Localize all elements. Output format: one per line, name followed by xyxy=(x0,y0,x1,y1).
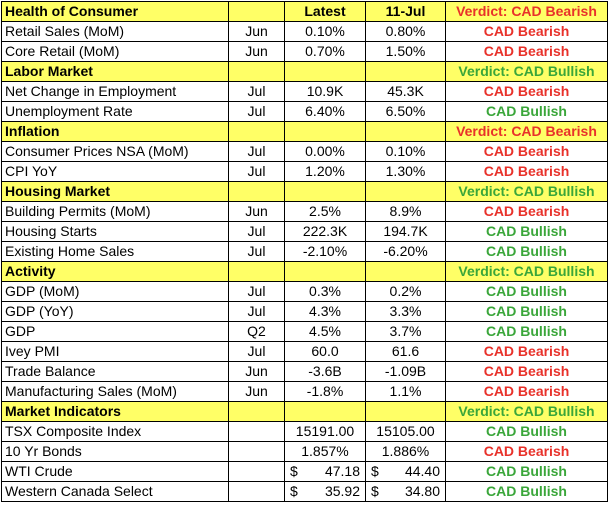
indicator-name: Trade Balance xyxy=(2,362,229,382)
signal-label: CAD Bullish xyxy=(446,322,608,342)
previous-value: 0.80% xyxy=(366,22,446,42)
column-header-previous xyxy=(366,122,446,142)
table-row xyxy=(2,22,608,42)
section-verdict: Verdict: CAD Bullish xyxy=(446,262,608,282)
previous-value: -6.20% xyxy=(366,242,446,262)
section-title: Market Indicators xyxy=(2,402,229,422)
table-row xyxy=(2,362,608,382)
indicator-period xyxy=(229,482,285,502)
section-header xyxy=(2,62,608,82)
signal-label: CAD Bearish xyxy=(446,82,608,102)
currency-symbol: $ xyxy=(290,463,298,479)
table-row xyxy=(2,382,608,402)
section-header xyxy=(2,182,608,202)
column-header-previous xyxy=(366,62,446,82)
latest-value: 1.20% xyxy=(285,162,366,182)
latest-value: 15191.00 xyxy=(285,422,366,442)
signal-label: CAD Bullish xyxy=(446,422,608,442)
indicator-period: Jul xyxy=(229,282,285,302)
previous-value: 1.30% xyxy=(366,162,446,182)
previous-value xyxy=(366,482,446,502)
signal-label: CAD Bullish xyxy=(446,102,608,122)
indicator-name: Core Retail (MoM) xyxy=(2,42,229,62)
indicator-period: Jul xyxy=(229,102,285,122)
indicator-name: TSX Composite Index xyxy=(2,422,229,442)
column-header-previous xyxy=(366,262,446,282)
previous-value: 0.10% xyxy=(366,142,446,162)
section-title: Activity xyxy=(2,262,229,282)
indicator-name: Unemployment Rate xyxy=(2,102,229,122)
header-blank xyxy=(229,122,285,142)
indicator-name: Western Canada Select xyxy=(2,482,229,502)
indicator-name: Net Change in Employment xyxy=(2,82,229,102)
section-verdict: Verdict: CAD Bearish xyxy=(446,2,608,22)
signal-label: CAD Bearish xyxy=(446,342,608,362)
latest-value: -3.6B xyxy=(285,362,366,382)
previous-value: 3.3% xyxy=(366,302,446,322)
table-row xyxy=(2,142,608,162)
signal-label: CAD Bearish xyxy=(446,22,608,42)
indicator-name: Building Permits (MoM) xyxy=(2,202,229,222)
table-row xyxy=(2,102,608,122)
currency-symbol: $ xyxy=(371,483,379,499)
table-row xyxy=(2,242,608,262)
column-header-latest: Latest xyxy=(285,2,366,22)
latest-value: 222.3K xyxy=(285,222,366,242)
previous-value: 15105.00 xyxy=(366,422,446,442)
latest-value: -1.8% xyxy=(285,382,366,402)
section-verdict: Verdict: CAD Bullish xyxy=(446,402,608,422)
indicator-name: Consumer Prices NSA (MoM) xyxy=(2,142,229,162)
indicator-period: Q2 xyxy=(229,322,285,342)
section-title: Labor Market xyxy=(2,62,229,82)
indicator-name: 10 Yr Bonds xyxy=(2,442,229,462)
signal-label: CAD Bearish xyxy=(446,42,608,62)
indicator-period: Jun xyxy=(229,42,285,62)
value: 35.92 xyxy=(324,483,360,499)
signal-label: CAD Bearish xyxy=(446,162,608,182)
section-header xyxy=(2,402,608,422)
table-row xyxy=(2,82,608,102)
indicator-name: WTI Crude xyxy=(2,462,229,482)
currency-symbol: $ xyxy=(371,463,379,479)
latest-value: 2.5% xyxy=(285,202,366,222)
previous-value: 1.886% xyxy=(366,442,446,462)
value: 47.18 xyxy=(324,463,360,479)
column-header-latest xyxy=(285,182,366,202)
column-header-latest xyxy=(285,402,366,422)
indicator-period: Jul xyxy=(229,302,285,322)
currency-symbol: $ xyxy=(290,483,298,499)
table-row xyxy=(2,202,608,222)
signal-label: CAD Bearish xyxy=(446,362,608,382)
section-title: Housing Market xyxy=(2,182,229,202)
column-header-previous: 11-Jul xyxy=(366,2,446,22)
previous-value: 61.6 xyxy=(366,342,446,362)
indicator-name: CPI YoY xyxy=(2,162,229,182)
indicator-period xyxy=(229,442,285,462)
indicator-name: Ivey PMI xyxy=(2,342,229,362)
indicator-period: Jul xyxy=(229,242,285,262)
indicator-name: GDP xyxy=(2,322,229,342)
latest-value: 1.857% xyxy=(285,442,366,462)
header-blank xyxy=(229,262,285,282)
cad-indicator-table xyxy=(1,1,608,502)
latest-value: 4.3% xyxy=(285,302,366,322)
table-row xyxy=(2,302,608,322)
table-row xyxy=(2,482,608,502)
table-row xyxy=(2,282,608,302)
header-blank xyxy=(229,2,285,22)
previous-value: 194.7K xyxy=(366,222,446,242)
signal-label: CAD Bearish xyxy=(446,382,608,402)
indicator-period xyxy=(229,462,285,482)
value: 34.80 xyxy=(404,483,440,499)
column-header-latest xyxy=(285,262,366,282)
latest-value: 0.3% xyxy=(285,282,366,302)
latest-value: 10.9K xyxy=(285,82,366,102)
table-row xyxy=(2,462,608,482)
latest-value: 6.40% xyxy=(285,102,366,122)
indicator-name: Housing Starts xyxy=(2,222,229,242)
header-blank xyxy=(229,402,285,422)
indicator-period: Jul xyxy=(229,142,285,162)
table-row xyxy=(2,342,608,362)
indicator-name: GDP (MoM) xyxy=(2,282,229,302)
latest-value: 4.5% xyxy=(285,322,366,342)
indicator-period: Jul xyxy=(229,222,285,242)
indicator-name: Existing Home Sales xyxy=(2,242,229,262)
table-body xyxy=(2,2,608,502)
previous-value: 45.3K xyxy=(366,82,446,102)
indicator-name: Retail Sales (MoM) xyxy=(2,22,229,42)
signal-label: CAD Bearish xyxy=(446,442,608,462)
table-row xyxy=(2,222,608,242)
latest-value: 0.70% xyxy=(285,42,366,62)
value: 44.40 xyxy=(404,463,440,479)
header-blank xyxy=(229,62,285,82)
header-blank xyxy=(229,182,285,202)
section-verdict: Verdict: CAD Bullish xyxy=(446,62,608,82)
column-header-previous xyxy=(366,402,446,422)
latest-value: 0.10% xyxy=(285,22,366,42)
signal-label: CAD Bullish xyxy=(446,482,608,502)
signal-label: CAD Bullish xyxy=(446,462,608,482)
previous-value: 1.50% xyxy=(366,42,446,62)
column-header-previous xyxy=(366,182,446,202)
table-row xyxy=(2,442,608,462)
latest-value xyxy=(285,462,366,482)
section-title: Health of Consumer xyxy=(2,2,229,22)
indicator-name: Manufacturing Sales (MoM) xyxy=(2,382,229,402)
table-row xyxy=(2,42,608,62)
indicator-period: Jun xyxy=(229,382,285,402)
previous-value: -1.09B xyxy=(366,362,446,382)
latest-value: 60.0 xyxy=(285,342,366,362)
latest-value: -2.10% xyxy=(285,242,366,262)
indicator-name: GDP (YoY) xyxy=(2,302,229,322)
signal-label: CAD Bullish xyxy=(446,242,608,262)
column-header-latest xyxy=(285,62,366,82)
latest-value: 0.00% xyxy=(285,142,366,162)
section-title: Inflation xyxy=(2,122,229,142)
indicator-period: Jul xyxy=(229,82,285,102)
signal-label: CAD Bullish xyxy=(446,302,608,322)
previous-value: 6.50% xyxy=(366,102,446,122)
section-header xyxy=(2,2,608,22)
previous-value: 1.1% xyxy=(366,382,446,402)
signal-label: CAD Bearish xyxy=(446,202,608,222)
previous-value: 8.9% xyxy=(366,202,446,222)
previous-value: 0.2% xyxy=(366,282,446,302)
column-header-latest xyxy=(285,122,366,142)
table-row xyxy=(2,322,608,342)
section-header xyxy=(2,122,608,142)
indicator-period xyxy=(229,422,285,442)
section-header xyxy=(2,262,608,282)
previous-value xyxy=(366,462,446,482)
signal-label: CAD Bearish xyxy=(446,142,608,162)
signal-label: CAD Bullish xyxy=(446,282,608,302)
indicator-period: Jun xyxy=(229,362,285,382)
indicator-period: Jul xyxy=(229,162,285,182)
previous-value: 3.7% xyxy=(366,322,446,342)
section-verdict: Verdict: CAD Bullish xyxy=(446,182,608,202)
table-row xyxy=(2,162,608,182)
signal-label: CAD Bullish xyxy=(446,222,608,242)
indicator-period: Jun xyxy=(229,22,285,42)
table-row xyxy=(2,422,608,442)
indicator-period: Jun xyxy=(229,202,285,222)
indicator-period: Jul xyxy=(229,342,285,362)
latest-value xyxy=(285,482,366,502)
section-verdict: Verdict: CAD Bearish xyxy=(446,122,608,142)
